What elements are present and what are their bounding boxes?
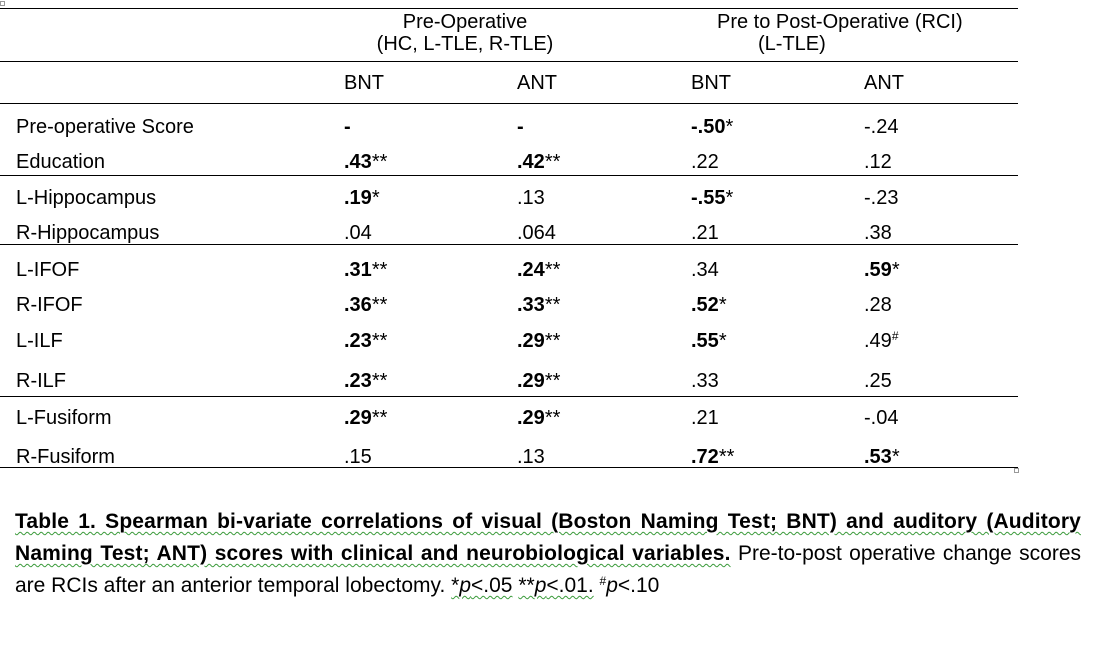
cell-value: .13 [517,187,545,209]
row-label: R-Fusiform [16,446,115,468]
table-cell [517,259,560,281]
group-header-prepost [700,11,1010,55]
cell-value: .52 [691,294,719,316]
significance-marker: ** [718,446,735,468]
caption-sig2-star: ** [518,574,535,597]
table-cell [344,446,372,468]
significance-marker: ** [371,370,388,392]
cell-value: .21 [691,407,719,429]
significance-marker: ** [544,370,561,392]
table-cell [344,294,387,316]
row-label: L-Fusiform [16,407,112,429]
cell-value: .15 [344,446,372,468]
cell-value: .28 [864,294,892,316]
cell-value: .12 [864,151,892,173]
cell-value: .55 [691,330,719,352]
caption-sig1-star: * [451,574,460,597]
caption-sig3-hash: # [599,574,607,588]
significance-marker: ** [371,294,388,316]
cell-value: .59 [864,259,892,281]
cell-value: .21 [691,222,719,244]
cell-value: - [344,116,351,138]
table-cell [517,116,524,138]
cell-value: - [517,116,524,138]
table-cell [691,294,727,316]
significance-marker: ** [544,151,561,173]
cell-value: .13 [517,446,545,468]
cell-value: .49 [864,330,892,352]
table-caption [15,506,1081,602]
section-rule-3 [0,396,1018,397]
table-cell [691,151,719,173]
significance-marker: * [891,259,900,281]
table-cell [344,116,351,138]
significance-marker: * [891,446,900,468]
table-cell [344,370,387,392]
table-cell [691,407,719,429]
table-cell [691,330,727,352]
cell-value: .29 [344,407,372,429]
table-cell [691,446,734,468]
table-cell [344,151,387,173]
table-corner-marker-top [0,1,5,6]
table-cell [517,407,560,429]
row-label: R-Hippocampus [16,222,160,244]
caption-sig2 [518,574,593,597]
caption-sig2-val: <.01. [546,574,594,597]
row-label: R-ILF [16,370,66,392]
col-header-ant-prepost: ANT [864,72,904,94]
section-rule-1 [0,175,1018,176]
significance-marker: ** [371,151,388,173]
cell-value: .43 [344,151,372,173]
caption-sig1 [451,574,512,597]
significance-marker: ** [544,407,561,429]
col-header-ant-preop: ANT [517,72,557,94]
cell-value: .23 [344,370,372,392]
caption-sig2-p: p [534,574,547,597]
cell-value: .33 [691,370,719,392]
cell-value: .38 [864,222,892,244]
caption-sig1-p: p [459,574,472,597]
table-cell [691,187,733,209]
table-cell [864,294,892,316]
cell-value: .064 [517,222,556,244]
caption-title: Table 1. Spearman bi-variate correlations of visual (Boston Naming Test; BNT) and auditory (Auditory Naming Test; ANT) scores with clinical and neurobiological variables. [15,510,1081,565]
cell-value: .72 [691,446,719,468]
caption-body: Pre-to-post operative change scores are RCIs after an anterior temporal lobectomy. [15,542,1081,597]
table-cell [517,330,560,352]
table-cell [344,222,372,244]
cell-value: .31 [344,259,372,281]
table-cell [691,116,733,138]
col-header-bnt-prepost: BNT [691,72,731,94]
row-label: L-IFOF [16,259,80,281]
group-header-preop-line2: (HC, L-TLE, R-TLE) [376,33,554,55]
group-header-preop-line1: Pre-Operative [402,11,528,33]
cell-value: .19 [344,187,372,209]
table-cell [864,370,892,392]
caption-sig3-p: p [606,574,618,597]
significance-marker: ** [544,259,561,281]
table-cell [517,222,556,244]
significance-marker: * [718,330,727,352]
significance-marker: ** [371,330,388,352]
header-group-rule [0,61,1018,62]
cell-value: -.04 [864,407,899,429]
significance-marker: * [718,294,727,316]
cell-value: .36 [344,294,372,316]
caption-sig3-val: <.10 [617,574,660,597]
table-cell [864,222,892,244]
table-cell [864,330,899,352]
cell-value: .53 [864,446,892,468]
cell-value: .22 [691,151,719,173]
significance-marker: * [725,116,734,138]
table-cell [691,222,719,244]
table-cell [864,259,900,281]
row-label: L-ILF [16,330,63,352]
row-label: L-Hippocampus [16,187,157,209]
group-header-prepost-line1: Pre to Post-Operative (RCI) [717,11,963,33]
group-header-preop [330,11,600,55]
row-label: Education [16,151,105,173]
table-corner-marker-bottom [1014,468,1019,473]
cell-value: .24 [517,259,545,281]
cell-value: .42 [517,151,545,173]
header-bottom-rule [0,103,1018,104]
table-cell [517,446,545,468]
table-cell [344,407,387,429]
table-cell [864,446,900,468]
significance-marker: ** [371,407,388,429]
cell-value: -.50 [691,116,726,138]
table-top-rule [0,8,1018,9]
cell-value: .29 [517,370,545,392]
table-cell [344,259,387,281]
cell-value: -.24 [864,116,899,138]
table-cell [344,187,380,209]
table-cell [344,330,387,352]
row-label: R-IFOF [16,294,83,316]
cell-value: .04 [344,222,372,244]
table-cell [517,370,560,392]
table-cell [691,370,719,392]
trend-marker: # [891,329,899,343]
table-cell [517,187,545,209]
caption-sig1-val: <.05 [471,574,513,597]
cell-value: -.55 [691,187,726,209]
table-cell [864,116,898,138]
col-header-bnt-preop: BNT [344,72,384,94]
table-cell [691,259,719,281]
cell-value: .29 [517,330,545,352]
significance-marker: * [371,187,380,209]
table-cell [864,151,892,173]
table-cell [864,407,898,429]
cell-value: .25 [864,370,892,392]
significance-marker: ** [544,294,561,316]
significance-marker: ** [371,259,388,281]
cell-value: .29 [517,407,545,429]
table-cell [517,151,560,173]
significance-marker: ** [544,330,561,352]
table-cell [864,187,898,209]
cell-value: .23 [344,330,372,352]
significance-marker: * [725,187,734,209]
row-label: Pre-operative Score [16,116,194,138]
cell-value: .33 [517,294,545,316]
table-cell [517,294,560,316]
group-header-prepost-line2: (L-TLE) [758,33,826,55]
cell-value: -.23 [864,187,899,209]
cell-value: .34 [691,259,719,281]
section-rule-2 [0,244,1018,245]
